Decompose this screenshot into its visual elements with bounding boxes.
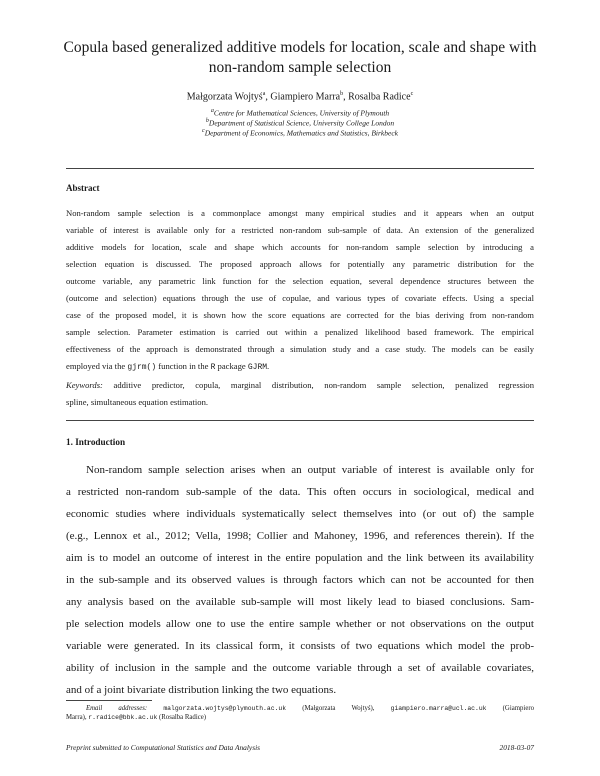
affiliation-mark: a	[262, 91, 266, 97]
title-line-1: Copula based generalized additive models for location, scale and shape with	[63, 39, 537, 56]
footer-date: 2018-03-07	[499, 743, 534, 752]
author-name: Rosalba Radice	[348, 91, 411, 103]
body-line: any analysis based on the available sub-sample will most likely lead to biased conclusions. Sam-	[66, 596, 534, 608]
abstract-text: .	[267, 361, 270, 371]
body-line: in the sub-sample and its observed values is through factors which can not be accounted for then	[66, 574, 534, 586]
footer-journal: Preprint submitted to Computational Statistics and Data Analysis	[66, 743, 261, 752]
email-link[interactable]: giampiero.marra@ucl.ac.uk	[390, 705, 487, 712]
footnote-text: (Rosalba Radice)	[157, 714, 207, 721]
keywords-label: Keywords:	[66, 380, 103, 390]
footnote-text: Marra),	[66, 714, 89, 721]
abstract-bottom-rule	[66, 420, 534, 421]
body-line: Non-random sample selection arises when an output variable of interest is available only for	[86, 464, 534, 476]
footnote-text: (Giampiero	[486, 705, 534, 712]
keywords-line: spline, simultaneous equation estimation.	[66, 397, 209, 407]
affiliation-mark: c	[410, 91, 414, 97]
affiliation	[60, 126, 540, 139]
abstract-line: case of the proposed model, it is shown how the score equations are corrected for the bias deriving from non-random	[66, 310, 534, 320]
abstract-line: outcome variable, any parametric link function for the selection equation, several dependence structures between the	[66, 276, 534, 286]
affiliation-mark: b	[340, 91, 344, 97]
footnote-text: (Małgorzata Wojtyś),	[286, 705, 391, 712]
author-name: Małgorzata Wojtyś	[186, 91, 263, 103]
code-package: GJRM	[247, 363, 268, 372]
title-line-2: non-random sample selection	[208, 59, 392, 76]
body-line: a restricted non-random sub-sample of the data. This often occurs in sociological, medical and	[66, 486, 534, 498]
affiliation-mark: b	[205, 118, 209, 124]
body-line: variable were generated. In its classical form, it consists of two equations which model the prob-	[66, 640, 534, 652]
affiliation-mark: c	[202, 128, 205, 134]
section-heading: 1. Introduction	[66, 437, 126, 447]
abstract-line: Non-random sample selection is a commonplace amongst many empirical studies and it appears when an output	[66, 208, 534, 218]
body-line: ability of inclusion in the sample and the outcome variable through a set of available covariates,	[66, 662, 534, 674]
abstract-line: effectiveness of the approach is demonstrated through a simulation study and a case study. The models can be easily	[66, 344, 534, 354]
abstract-line: additive models for location, scale and shape which accounts for non-random sample selection by introducing a	[66, 242, 534, 252]
abstract-text: function in the	[156, 361, 211, 371]
body-line: aim is to model an outcome of interest in the entire population and the link between its availability	[66, 552, 534, 564]
author-list	[60, 88, 540, 103]
abstract-last-line	[66, 361, 534, 373]
body-line: (e.g., Lennox et al., 2012; Vella, 1998; Collier and Mahoney, 1996, and references therein). If the	[66, 530, 534, 542]
abstract-top-rule	[66, 168, 534, 169]
email-link[interactable]: malgorzata.wojtys@plymouth.ac.uk	[163, 705, 287, 712]
keywords-line	[66, 380, 534, 391]
code-language: R	[210, 363, 216, 372]
abstract-line: variable of interest is available only for a restricted non-random sub-sample of data. An extension of the generalized	[66, 225, 534, 235]
footnote-label: Email addresses:	[86, 705, 148, 712]
email-link[interactable]: r.radice@bbk.ac.uk	[88, 714, 158, 721]
abstract-line: sample selection. Parameter estimation is carried out within a penalized likelihood based framework. The empirical	[66, 327, 534, 337]
author-name: Giampiero Marra	[270, 91, 341, 103]
abstract-text: package	[215, 361, 248, 371]
author-separator: ,	[343, 91, 349, 103]
keywords-text: additive predictor, copula, marginal distribution, non-random sample selection, penalized regression	[102, 380, 534, 390]
body-line: ple selection models allow one to use the entire sample whether or not observations on the output	[66, 618, 534, 630]
abstract-line: (outcome and selection) equations through the use of copulae, and various types of covariate effects. Using a special	[66, 293, 534, 303]
body-line: and of a joint bivariate distribution linking the two equations.	[66, 684, 337, 696]
footnote-line	[66, 713, 534, 722]
affiliation-text: Department of Economics, Mathematics and Statistics, Birkbeck	[204, 128, 398, 138]
affiliation-text: Department of Statistical Science, University College London	[208, 118, 395, 128]
abstract-line: selection equation is discussed. The proposed approach allows for potentially any parametric distribution for the	[66, 259, 534, 269]
author-separator: ,	[265, 91, 271, 103]
affiliation-mark: a	[210, 108, 214, 114]
abstract-text: employed via the	[66, 361, 128, 371]
code-function: gjrm()	[127, 363, 157, 372]
abstract-heading: Abstract	[66, 183, 100, 193]
footnote-rule	[66, 700, 152, 701]
paper-title	[60, 38, 540, 78]
body-line: economic studies where individuals systematically select themselves into (or out of) the sample	[66, 508, 534, 520]
affiliation-text: Centre for Mathematical Sciences, University of Plymouth	[213, 108, 390, 118]
footnote-line	[86, 704, 534, 713]
